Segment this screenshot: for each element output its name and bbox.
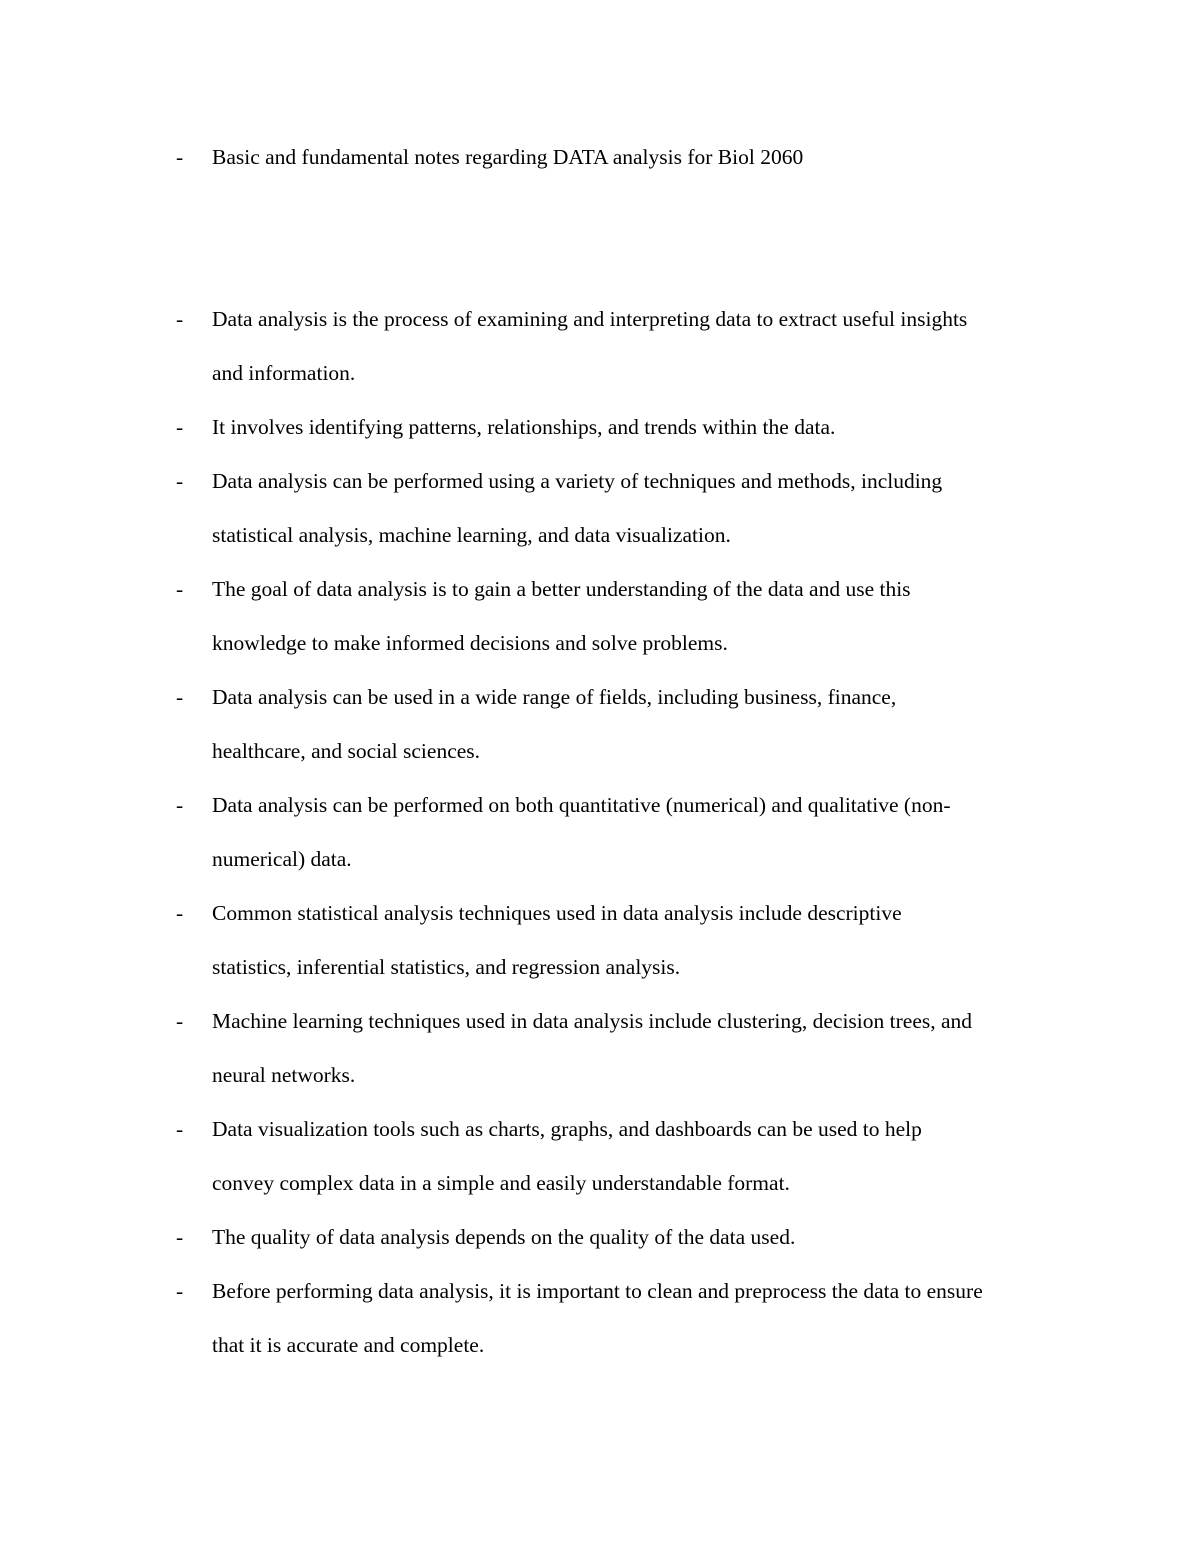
document-title: Basic and fundamental notes regarding DATA analysis for Biol 2060 (212, 145, 804, 169)
notes-list (0, 292, 1200, 1372)
list-item (176, 1264, 1076, 1372)
bullet-dash: - (176, 1009, 184, 1033)
list-item (176, 886, 1076, 994)
bullet-dash: - (176, 901, 184, 925)
list-item-line: The goal of data analysis is to gain a better understanding of the data and use this (212, 577, 911, 601)
bullet-dash: - (176, 145, 184, 169)
list-item-line: numerical) data. (212, 847, 352, 871)
list-item-line: Before performing data analysis, it is important to clean and preprocess the data to ensure (212, 1279, 983, 1303)
list-item (176, 1210, 1076, 1264)
document-title-item (176, 130, 1076, 184)
list-item-line: convey complex data in a simple and easily understandable format. (212, 1171, 790, 1195)
list-item (176, 454, 1076, 562)
list-item-line: healthcare, and social sciences. (212, 739, 481, 763)
list-item-line: neural networks. (212, 1063, 356, 1087)
bullet-dash: - (176, 793, 184, 817)
bullet-dash: - (176, 1117, 184, 1141)
bullet-dash: - (176, 1279, 184, 1303)
bullet-dash: - (176, 1225, 184, 1249)
bullet-dash: - (176, 307, 184, 331)
bullet-dash: - (176, 685, 184, 709)
list-item-line: and information. (212, 361, 356, 385)
list-item (176, 994, 1076, 1102)
list-item (176, 292, 1076, 400)
list-item-line: that it is accurate and complete. (212, 1333, 485, 1357)
list-item (176, 1102, 1076, 1210)
list-item-line: It involves identifying patterns, relationships, and trends within the data. (212, 415, 836, 439)
list-item-line: Data analysis is the process of examining and interpreting data to extract useful insights (212, 307, 968, 331)
list-item (176, 400, 1076, 454)
list-item-line: Machine learning techniques used in data analysis include clustering, decision trees, and (212, 1009, 973, 1033)
list-item-line: Data analysis can be used in a wide range of fields, including business, finance, (212, 685, 897, 709)
list-item-line: knowledge to make informed decisions and solve problems. (212, 631, 728, 655)
list-item (176, 778, 1076, 886)
bullet-dash: - (176, 469, 184, 493)
list-item (176, 562, 1076, 670)
list-item-line: Data analysis can be performed using a variety of techniques and methods, including (212, 469, 943, 493)
list-item (176, 670, 1076, 778)
list-item-line: Data visualization tools such as charts, graphs, and dashboards can be used to help (212, 1117, 922, 1141)
list-item-line: Common statistical analysis techniques used in data analysis include descriptive (212, 901, 902, 925)
bullet-dash: - (176, 415, 184, 439)
bullet-dash: - (176, 577, 184, 601)
list-item-line: The quality of data analysis depends on the quality of the data used. (212, 1225, 796, 1249)
list-item-line: statistical analysis, machine learning, and data visualization. (212, 523, 731, 547)
list-item-line: statistics, inferential statistics, and regression analysis. (212, 955, 681, 979)
list-item-line: Data analysis can be performed on both quantitative (numerical) and qualitative (non- (212, 793, 951, 817)
